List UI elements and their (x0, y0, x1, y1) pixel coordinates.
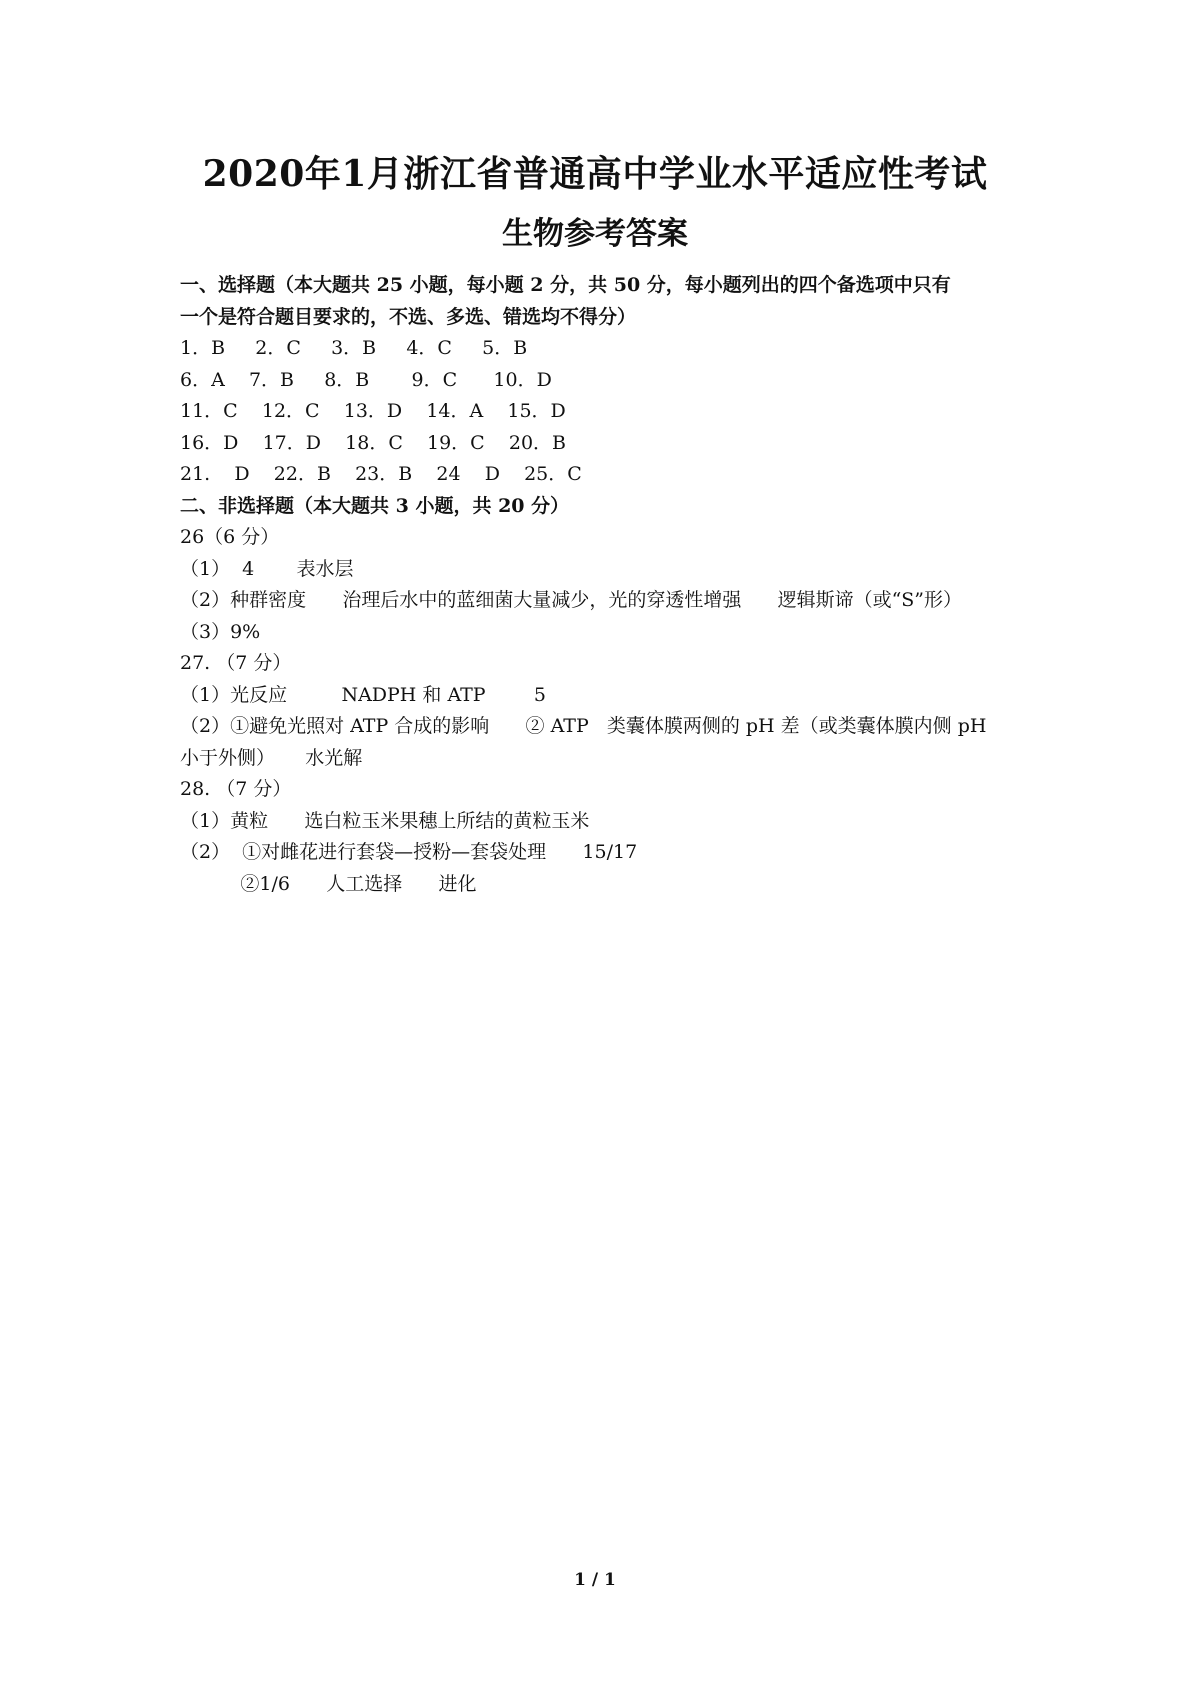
answer-row: 1．B 2．C 3．B 4．C 5．B (180, 337, 528, 359)
q28-answer-line: ②1/6 人工选择 进化 (180, 872, 477, 895)
q28-answer-line: （2） ①对雌花进行套袋—授粉—套袋处理 15/17 (180, 841, 638, 863)
answer-row: 6．A 7．B 8．B 9．C 10．D (180, 368, 552, 391)
page-title: 2020年1月浙江省普通高中学业水平适应性考试 (202, 153, 988, 195)
q27-header: 27. （7 分） (180, 652, 292, 674)
answer-row: 21. D 22．B 23．B 24 D 25．C (180, 463, 582, 485)
answer-row: 16．D 17．D 18．C 19．C 20．B (180, 431, 567, 454)
section2-heading: 二、非选择题（本大题共 3 小题，共 20 分） (180, 494, 570, 517)
answer-row: 11．C 12．C 13．D 14．A 15．D (180, 400, 566, 422)
q28-answer-line: （1）黄粒 选白粒玉米果穗上所结的黄粒玉米 (180, 809, 590, 832)
section1-heading-line1: 一、选择题（本大题共 25 小题，每小题 2 分，共 50 分，每小题列出的四个备选项中只有 (180, 274, 951, 296)
q27-answer-line: （1）光反应 NADPH 和 ATP 5 (180, 683, 547, 706)
q28-header: 28. （7 分） (180, 778, 292, 800)
section1-heading-line2: 一个是符合题目要求的，不选、多选、错选均不得分） (180, 305, 637, 328)
q26-answer-line: （3）9% (180, 620, 261, 643)
q27-answer-line: （2）①避免光照对 ATP 合成的影响 ② ATP 类囊体膜两侧的 pH 差（或类囊体膜内侧 pH (180, 715, 987, 737)
page-number: 1 / 1 (574, 1570, 616, 1590)
q26-answer-line: （2）种群密度 治理后水中的蓝细菌大量减少，光的穿透性增强 逻辑斯谛（或“S”形） (180, 589, 963, 611)
q26-answer-line: （1） 4 表水层 (180, 557, 354, 580)
q26-header: 26（6 分） (180, 526, 280, 548)
q27-answer-line: 小于外侧） 水光解 (180, 746, 363, 769)
answer-content (180, 270, 1020, 900)
page-subtitle: 生物参考答案 (502, 216, 688, 252)
